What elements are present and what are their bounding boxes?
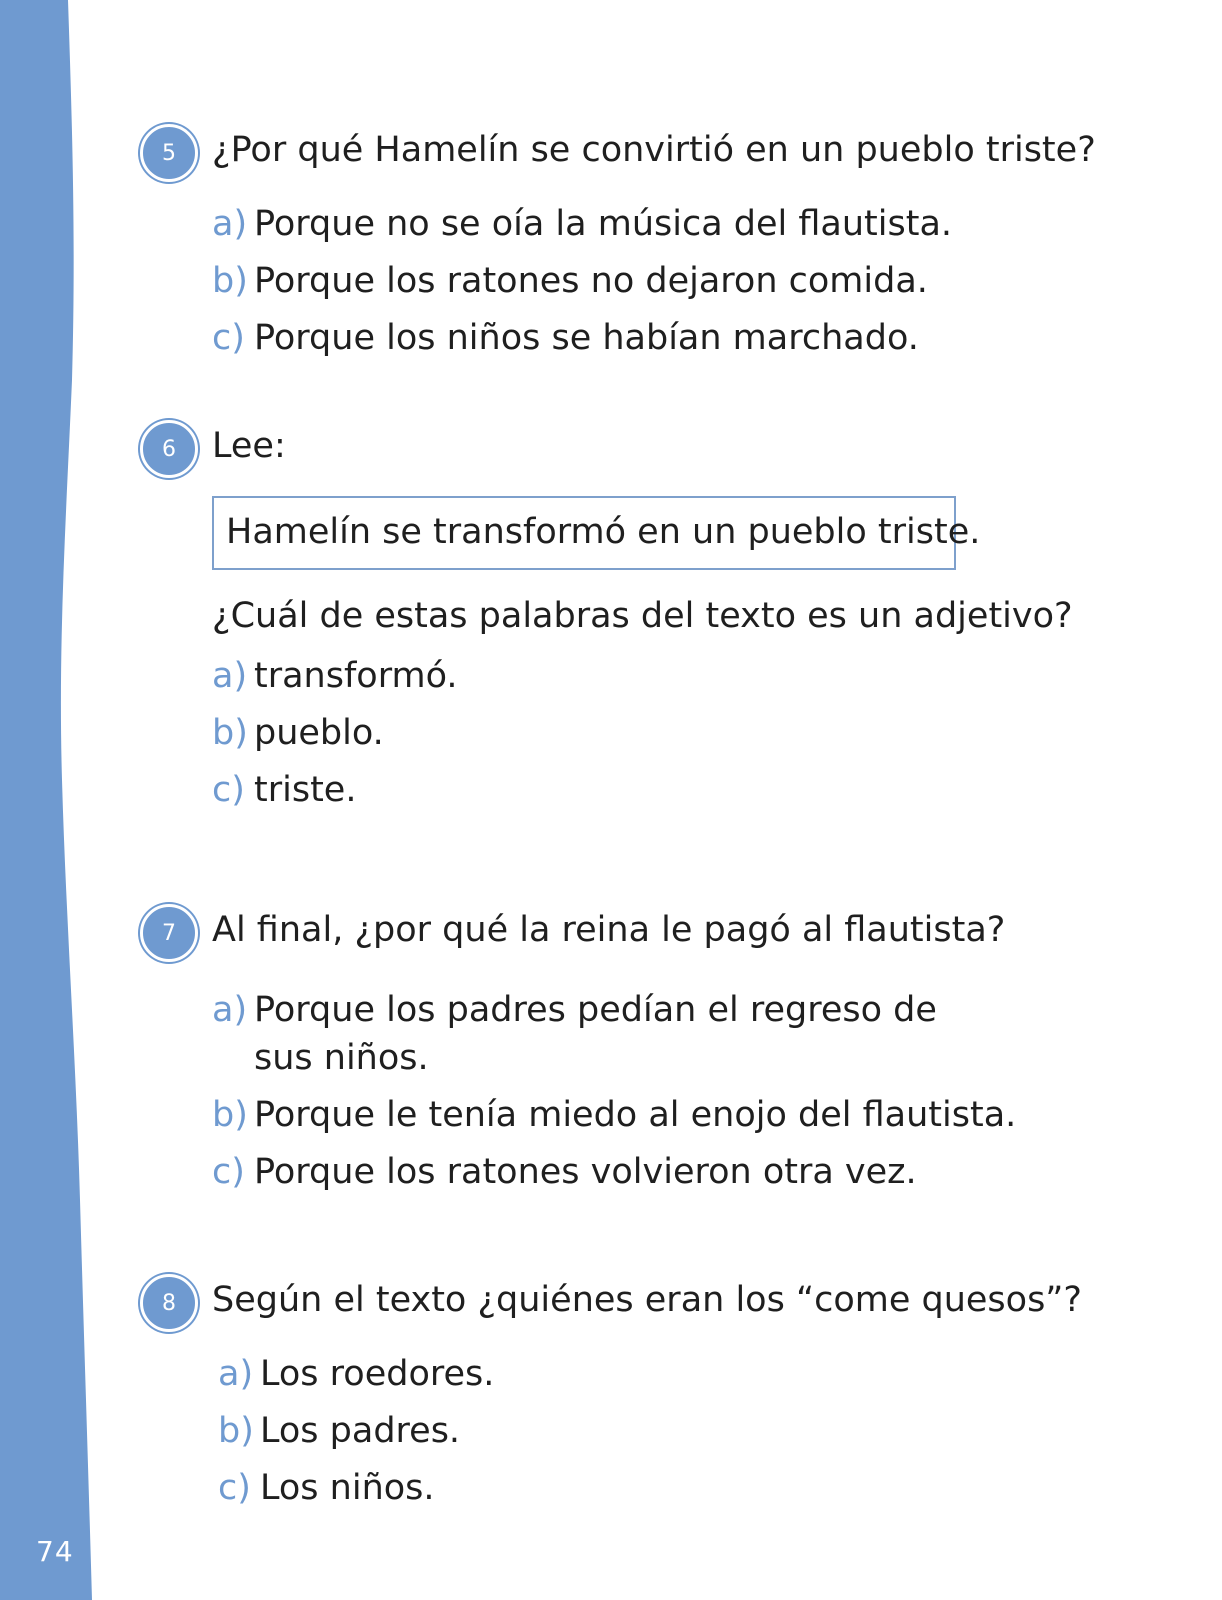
option-letter: c)	[212, 318, 245, 358]
option-text: Los padres.	[260, 1411, 461, 1451]
answer-option-b[interactable]	[218, 1407, 1082, 1455]
answer-options	[212, 986, 1016, 1196]
option-letter: a)	[212, 990, 248, 1030]
option-letter: b)	[212, 261, 248, 301]
answer-option-c[interactable]	[218, 1464, 1082, 1512]
question-text: ¿Por qué Hamelín se convirtió en un pueblo triste?	[212, 130, 1096, 170]
option-letter: a)	[212, 204, 248, 244]
option-letter: b)	[212, 1095, 248, 1135]
option-text: Los roedores.	[260, 1354, 495, 1394]
question-text: Lee:	[212, 426, 286, 466]
answer-option-a[interactable]	[218, 1350, 1082, 1398]
question-number-badge: 8	[140, 1274, 198, 1332]
question-7	[140, 906, 1016, 1196]
option-letter: a)	[212, 656, 248, 696]
answer-option-c[interactable]	[212, 766, 1073, 814]
question-8	[140, 1276, 1082, 1512]
option-text: Porque le tenía miedo al enojo del flautista.	[254, 1095, 1017, 1135]
question-number-badge: 5	[140, 124, 198, 182]
option-text: triste.	[254, 770, 357, 810]
option-letter: b)	[212, 713, 248, 753]
answer-option-a[interactable]	[212, 652, 1073, 700]
question-number-badge: 7	[140, 904, 198, 962]
option-text: Porque los ratones volvieron otra vez.	[254, 1152, 917, 1192]
answer-option-c[interactable]	[212, 1148, 1016, 1196]
answer-options	[212, 652, 1073, 814]
option-letter: c)	[212, 770, 245, 810]
question-text: Según el texto ¿quiénes eran los “come quesos”?	[212, 1280, 1083, 1320]
option-text: Porque los niños se habían marchado.	[254, 318, 919, 358]
blue-margin-band	[0, 0, 100, 1600]
answer-option-b[interactable]	[212, 257, 1096, 305]
question-6	[140, 422, 1073, 814]
option-text: Porque los padres pedían el regreso de sus niños.	[254, 990, 937, 1078]
page-number: 74	[36, 1535, 74, 1568]
option-text: Los niños.	[260, 1468, 435, 1508]
option-text: pueblo.	[254, 713, 384, 753]
option-letter: a)	[218, 1354, 254, 1394]
option-letter: b)	[218, 1411, 254, 1451]
quoted-sentence-box: Hamelín se transformó en un pueblo triste.	[212, 496, 956, 570]
option-letter: c)	[212, 1152, 245, 1192]
answer-option-c[interactable]	[212, 314, 1096, 362]
question-5	[140, 126, 1096, 362]
answer-options	[218, 1350, 1082, 1512]
answer-options	[212, 200, 1096, 362]
sub-question-text: ¿Cuál de estas palabras del texto es un adjetivo?	[212, 596, 1073, 636]
option-text: Porque no se oía la música del flautista.	[254, 204, 953, 244]
question-text: Al final, ¿por qué la reina le pagó al flautista?	[212, 910, 1006, 950]
answer-option-a[interactable]	[212, 986, 1016, 1082]
option-letter: c)	[218, 1468, 251, 1508]
answer-option-b[interactable]	[212, 1091, 1016, 1139]
option-text: Porque los ratones no dejaron comida.	[254, 261, 928, 301]
question-number-badge: 6	[140, 420, 198, 478]
option-text: transformó.	[254, 656, 458, 696]
answer-option-b[interactable]	[212, 709, 1073, 757]
answer-option-a[interactable]	[212, 200, 1096, 248]
